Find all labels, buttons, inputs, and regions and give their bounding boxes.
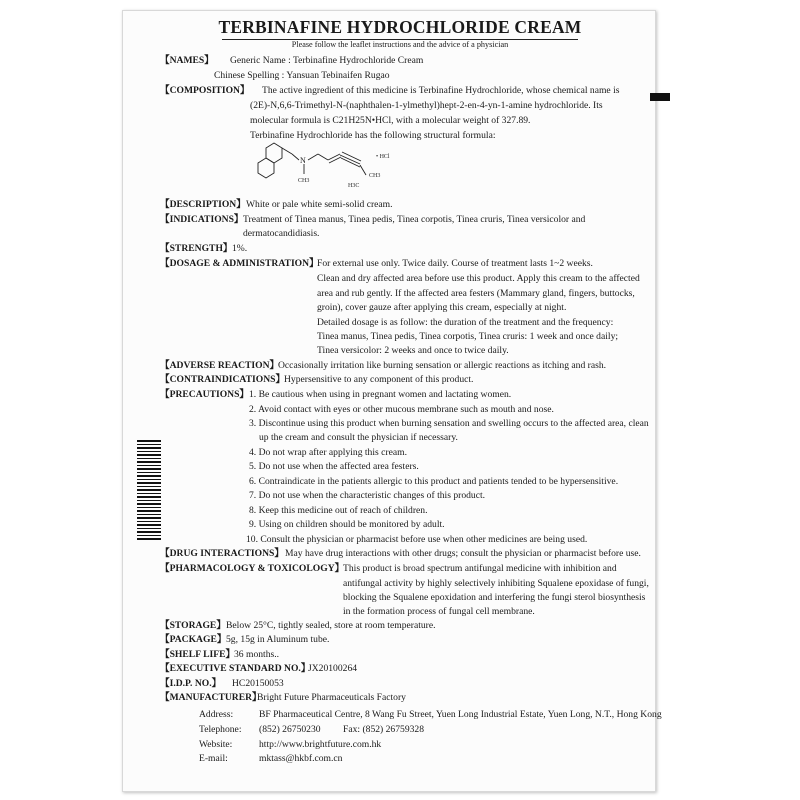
email-label: E-mail:: [199, 753, 228, 764]
package-label: 【PACKAGE】: [160, 634, 227, 645]
telephone-text: (852) 26750230: [259, 724, 321, 735]
precaution-item: 6. Contraindicate in the patients allergic to this product and patients tended to be hypersensitive.: [249, 476, 619, 487]
contraindications-text: Hypersensitive to any component of this product.: [284, 374, 474, 385]
pharmacology-label: 【PHARMACOLOGY & TOXICOLOGY】: [160, 563, 345, 574]
formula-n: N: [300, 156, 306, 165]
shelf-life-text: 36 months..: [234, 649, 280, 660]
bond-tbutyl: [360, 165, 366, 175]
adverse-text: Occasionally irritation like burning sensation or allergic reactions as itching and rash.: [278, 360, 607, 371]
pharmacology-line: This product is broad spectrum antifungal medicine with inhibition and: [343, 563, 617, 574]
dosage-line: Tinea versicolor: 2 weeks and once to twice daily.: [317, 345, 509, 356]
website-label: Website:: [199, 739, 233, 750]
pharmacology-line: antifungal activity by highly selectively inhibiting Squalene epoxidase of fungi,: [343, 578, 649, 589]
indications-line1: Treatment of Tinea manus, Tinea pedis, Tinea corpotis, Tinea cruris, Tinea versicolor and: [243, 214, 586, 225]
indications-line2: dermatocandidiasis.: [243, 228, 320, 239]
naphthalene-ring-b: [258, 158, 274, 178]
storage-text: Below 25°C, tightly sealed, store at room temperature.: [226, 620, 436, 631]
contraindications-label: 【CONTRAINDICATIONS】: [160, 374, 286, 385]
address-text: BF Pharmaceutical Centre, 8 Wang Fu Street, Yuen Long Industrial Estate, Yuen Long, N.T., Hong Kong: [259, 709, 662, 720]
shelf-life-label: 【SHELF LIFE】: [160, 649, 236, 660]
formula-hcl: • HCl: [376, 154, 390, 160]
composition-label: 【COMPOSITION】: [160, 85, 250, 96]
names-chinese: Chinese Spelling : Yansuan Tebinaifen Rugao: [214, 70, 390, 81]
formula-ch3-b: CH3: [369, 173, 381, 179]
structural-formula: [254, 140, 414, 195]
leaflet-subtitle: Please follow the leaflet instructions and the advice of a physician: [291, 40, 509, 49]
bond-double-a: [328, 154, 340, 160]
indications-label: 【INDICATIONS】: [160, 214, 244, 225]
address-label: Address:: [199, 709, 234, 720]
fax-text: Fax: (852) 26759328: [343, 724, 425, 735]
package-text: 5g, 15g in Aluminum tube.: [226, 634, 330, 645]
leaflet-title: TERBINAFINE HYDROCHLORIDE CREAM: [218, 17, 582, 37]
precaution-item: 7. Do not use when the characteristic changes of this product.: [249, 490, 486, 501]
dosage-line: For external use only. Twice daily. Course of treatment lasts 1~2 weeks.: [317, 258, 593, 269]
barcode: [137, 440, 161, 540]
names-generic: Generic Name : Terbinafine Hydrochloride Cream: [230, 55, 424, 66]
names-label: 【NAMES】: [160, 55, 214, 66]
email-link[interactable]: mktass@hkbf.com.cn: [259, 753, 343, 764]
precaution-item: 9. Using on children should be monitored by adult.: [249, 519, 445, 530]
dosage-line: Tinea manus, Tinea pedis, Tinea corpotis, Tinea cruris: 1 week and once daily;: [317, 331, 619, 342]
precaution-item: 5. Do not use when the affected area festers.: [249, 461, 419, 472]
formula-h3c: H3C: [348, 183, 360, 189]
dosage-line: Clean and dry affected area before use this product. Apply this cream to the affected: [317, 273, 640, 284]
bond-double-b: [329, 157, 341, 163]
pharmacology-line: blocking the Squalene epoxidation and interfering the fungi sterol biosynthesis: [343, 592, 646, 603]
manufacturer-name: Bright Future Pharmaceuticals Factory: [257, 692, 406, 703]
dosage-line: Detailed dosage is as follow: the duration of the treatment and the frequency:: [317, 317, 614, 328]
side-mark: [650, 93, 670, 101]
drug-interactions-text: May have drug interactions with other drugs; consult the physician or pharmacist before use.: [285, 548, 641, 559]
executive-standard-label: 【EXECUTIVE STANDARD NO.】: [160, 663, 311, 674]
bond-n: [292, 154, 299, 160]
pharmacology-line: in the formation process of fungal cell membrane.: [343, 606, 535, 617]
drug-interactions-label: 【DRUG INTERACTIONS】: [160, 548, 284, 559]
idp-label: 【I.D.P. NO.】: [160, 678, 222, 689]
bond-ch2: [282, 148, 292, 154]
precaution-item: 1. Be cautious when using in pregnant women and lactating women.: [249, 389, 512, 400]
composition-line1: The active ingredient of this medicine is Terbinafine Hydrochloride, whose chemical name is: [262, 85, 620, 96]
bond-chain-2: [318, 154, 328, 160]
precaution-item: 3. Discontinue using this product when burning sensation and swelling occurs to the affected area, clean: [249, 418, 649, 429]
adverse-label: 【ADVERSE REACTION】: [160, 360, 280, 371]
strength-text: 1%.: [232, 243, 248, 254]
precaution-item: 10. Consult the physician or pharmacist before use when other medicines are being used.: [246, 534, 588, 545]
manufacturer-label: 【MANUFACTURER】: [160, 692, 262, 703]
precaution-item: 4. Do not wrap after applying this cream.: [249, 447, 407, 458]
bond-chain-1: [308, 154, 318, 160]
strength-label: 【STRENGTH】: [160, 243, 233, 254]
telephone-label: Telephone:: [199, 724, 242, 735]
precaution-item: up the cream and consult the physician if necessary.: [259, 432, 458, 443]
dosage-line: groin), cover gauze after applying this cream, especially at night.: [317, 302, 567, 313]
idp-text: HC20150053: [232, 678, 284, 689]
composition-line2: (2E)-N,6,6-Trimethyl-N-(naphthalen-1-ylmethyl)hept-2-en-4-yn-1-amine hydrochloride. Its: [250, 100, 603, 111]
formula-ch3: CH3: [298, 178, 310, 184]
description-text: White or pale white semi-solid cream.: [246, 199, 393, 210]
composition-line4: Terbinafine Hydrochloride has the following structural formula:: [250, 130, 496, 141]
storage-label: 【STORAGE】: [160, 620, 226, 631]
precaution-item: 8. Keep this medicine out of reach of children.: [249, 505, 428, 516]
precautions-label: 【PRECAUTIONS】: [160, 389, 250, 400]
precaution-item: 2. Avoid contact with eyes or other mucous membrane such as mouth and nose.: [249, 404, 554, 415]
dosage-line: area and rub gently. If the affected area festers (Mammary gland, fingers, buttocks,: [317, 288, 635, 299]
executive-standard-text: JX20100264: [308, 663, 358, 674]
composition-line3: molecular formula is C21H25N•HCl, with a molecular weight of 327.89.: [250, 115, 531, 126]
description-label: 【DESCRIPTION】: [160, 199, 246, 210]
website-link[interactable]: http://www.brightfuture.com.hk: [259, 739, 382, 750]
dosage-label: 【DOSAGE & ADMINISTRATION】: [160, 258, 319, 269]
